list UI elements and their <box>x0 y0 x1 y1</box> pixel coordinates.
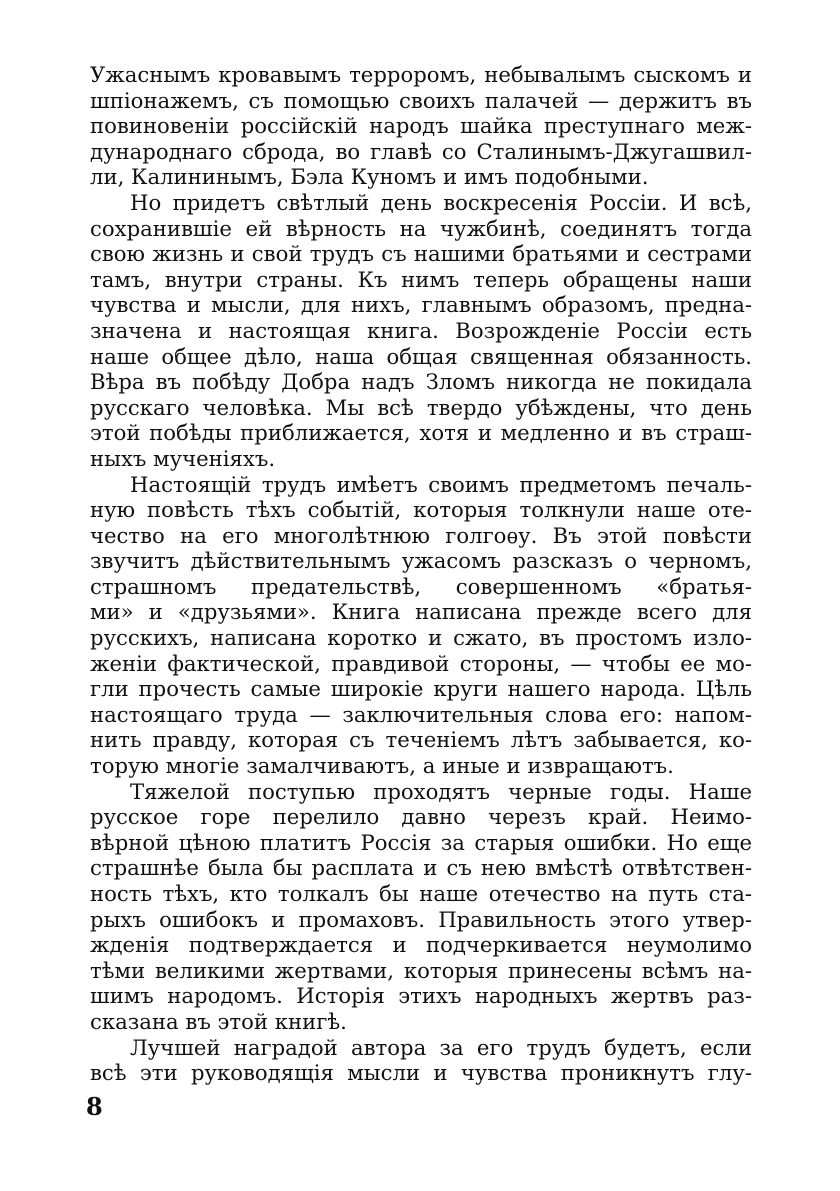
text-line: повиновеніи россійскій народъ шайка преступнаго меж- <box>90 113 752 139</box>
text-line: Настоящій трудъ имѣетъ своимъ предметомъ печаль- <box>130 471 752 497</box>
text-line: нить правду, которая съ теченіемъ лѣтъ забывается, ко- <box>90 727 752 753</box>
text-line: тамъ, внутри страны. Къ нимъ теперь обращены наши <box>90 266 752 292</box>
text-line: рыхъ ошибокъ и промаховъ. Правильность этого утвер- <box>90 906 752 932</box>
text-line: Но придетъ свѣтлый день воскресенія Россіи. И всѣ, <box>130 189 752 215</box>
paragraph-1 <box>90 62 752 190</box>
text-line: чество на его многолѣтнюю голгоѳу. Въ этой повѣсти <box>90 522 752 548</box>
text-line: ли, Калининымъ, Бэла Куномъ и имъ подобными. <box>90 164 649 190</box>
text-line: вѣрной цѣною платитъ Россія за старыя ошибки. Но еще <box>90 829 752 855</box>
page-number: 8 <box>86 1092 103 1121</box>
text-line: настоящаго труда — заключительныя слова его: напом- <box>90 701 752 727</box>
text-line: Ужаснымъ кровавымъ терроромъ, небывалымъ сыскомъ и <box>90 62 752 87</box>
paragraph-2 <box>90 190 752 472</box>
paragraph-3 <box>90 472 752 779</box>
text-line: ность тѣхъ, кто толкалъ бы наше отечество на путь ста- <box>90 881 752 906</box>
text-line: тѣми великими жертвами, которыя принесены всѣмъ на- <box>90 957 752 983</box>
text-line: торую многіе замалчиваютъ, а иные и извращаютъ. <box>90 753 674 779</box>
text-line: русское горе перелило давно черезъ край. Неимо- <box>90 804 752 830</box>
text-line: этой побѣды приближается, хотя и медленно и въ страш- <box>90 420 752 446</box>
text-line: шпіонажемъ, съ помощью своихъ палачей — держитъ въ <box>90 87 752 113</box>
paragraph-5 <box>90 1035 752 1086</box>
page-text <box>90 62 752 1086</box>
text-line: страшномъ предательствѣ, совершенномъ «братья- <box>90 573 752 599</box>
text-line: русскихъ, написана коротко и сжато, въ простомъ изло- <box>90 625 752 651</box>
text-line: русскаго человѣка. Мы всѣ твердо убѣждены, что день <box>90 394 752 420</box>
text-line: Лучшей наградой автора за его трудъ будетъ, если <box>130 1034 752 1060</box>
text-line: сохранившіе ей вѣрность на чужбинѣ, соединятъ тогда <box>90 215 752 241</box>
text-line: сказана въ этой книгѣ. <box>90 1008 347 1034</box>
text-line: ныхъ мученіяхъ. <box>90 445 276 471</box>
text-line: звучитъ дѣйствительнымъ ужасомъ разсказъ о черномъ, <box>90 548 752 574</box>
paragraph-4 <box>90 779 752 1035</box>
text-line: Тяжелой поступью проходятъ черные годы. Наше <box>130 778 752 804</box>
text-line: жденія подтверждается и подчеркивается неумолимо <box>90 932 752 958</box>
text-line: свою жизнь и свой трудъ съ нашими братьями и сестрами <box>90 241 752 267</box>
text-line: ную повѣсть тѣхъ событій, которыя толкнули наше оте- <box>90 497 752 523</box>
text-line: всѣ эти руководящія мысли и чувства проникнутъ глу- <box>90 1060 752 1086</box>
text-line: женіи фактической, правдивой стороны, — чтобы ее мо- <box>90 650 752 676</box>
text-line: дународнаго сброда, во главѣ со Сталинымъ-Джугашвил- <box>90 138 752 164</box>
text-line: ми» и «друзьями». Книга написана прежде всего для <box>90 599 752 625</box>
text-line: наше общее дѣло, наша общая священная обязанность. <box>90 343 752 369</box>
text-line: страшнѣе была бы расплата и съ нею вмѣстѣ отвѣтствен- <box>90 855 752 881</box>
text-line: гли прочесть самые широкіе круги нашего народа. Цѣль <box>90 676 752 702</box>
text-line: Вѣра въ побѣду Добра надъ Зломъ никогда не покидала <box>90 369 752 395</box>
text-line: значена и настоящая книга. Возрожденіе Россіи есть <box>90 317 752 343</box>
text-line: шимъ народомъ. Исторія этихъ народныхъ жертвъ раз- <box>90 983 752 1009</box>
text-line: чувства и мысли, для нихъ, главнымъ образомъ, предна- <box>90 292 752 318</box>
